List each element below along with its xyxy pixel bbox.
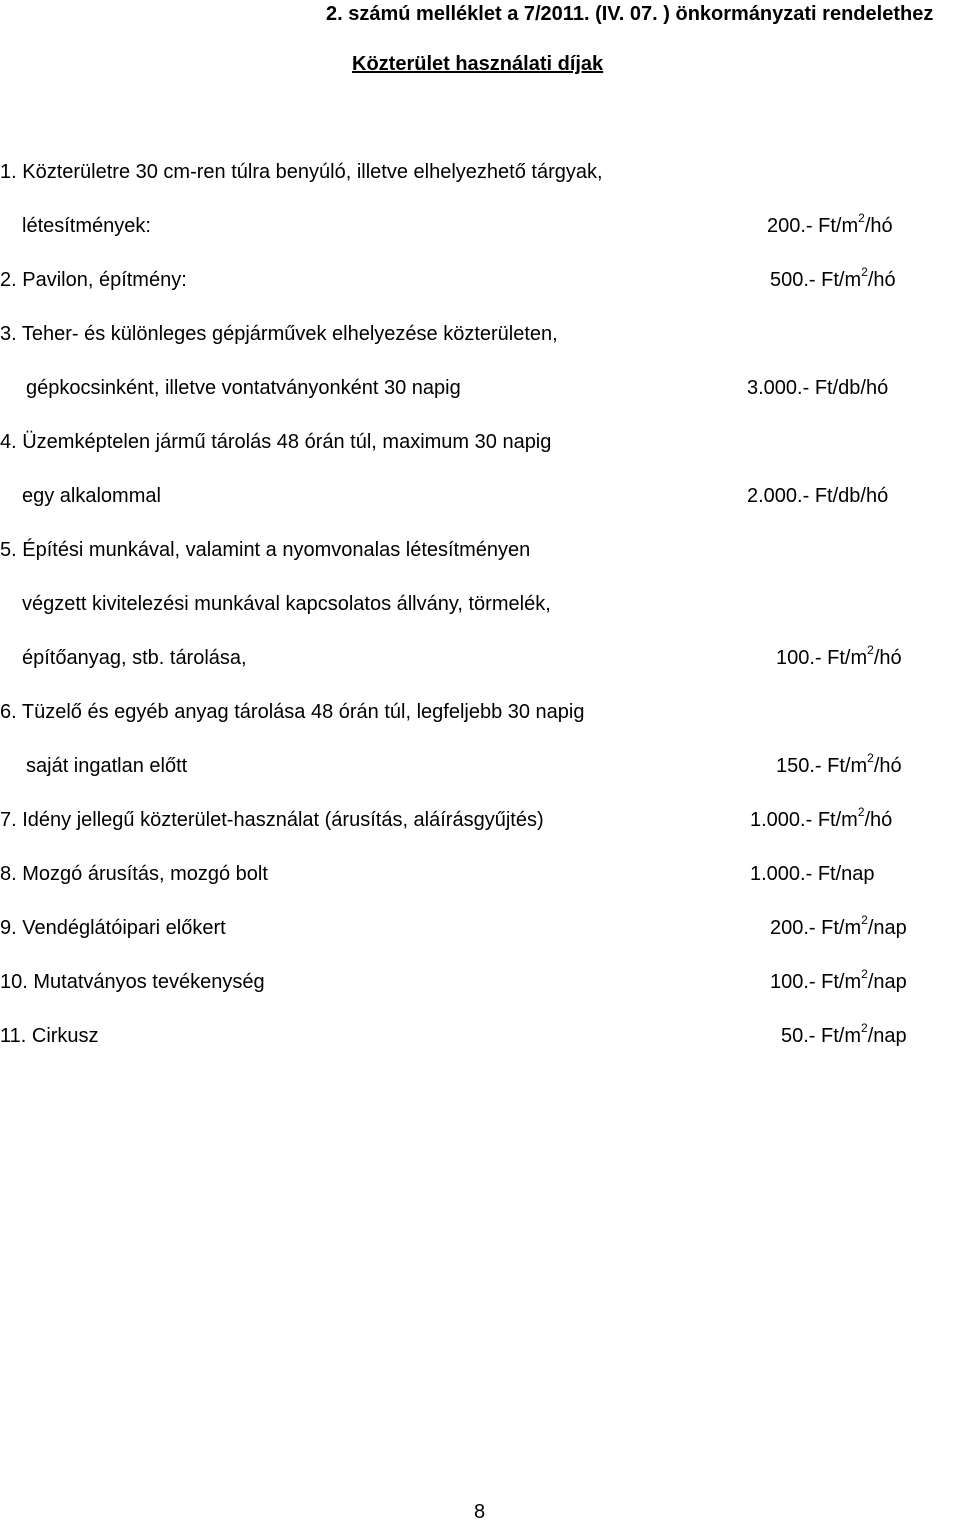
fee-item-3-line-2: gépkocsinként, illetve vontatványonként 30 napig	[26, 377, 461, 399]
fee-item-4-line-1: 4. Üzemképtelen jármű tárolás 48 órán túl, maximum 30 napig	[0, 431, 552, 453]
page-number: 8	[474, 1501, 486, 1523]
fee-item-2-price: 500.- $Ft/m^2/hó$	[770, 265, 896, 291]
fee-item-6-line-2: saját ingatlan előtt	[26, 755, 188, 777]
fee-item-1-price: 200.- $Ft/m^2/hó$	[767, 211, 893, 237]
fee-item-3-line-1: 3. Teher- és különleges gépjárművek elhelyezése közterületen,	[0, 323, 558, 345]
fee-item-5-line-3: építőanyag, stb. tárolása,	[22, 647, 247, 669]
fee-item-7-line-1: 7. Idény jellegű közterület-használat (árusítás, aláírásgyűjtés)	[0, 809, 544, 831]
fee-item-10-price: 100.- $Ft/m^2$/nap	[770, 967, 907, 993]
fee-item-4-line-2: egy alkalommal	[22, 485, 161, 507]
fee-item-5-price: 100.- $Ft/m^2/hó$	[776, 643, 902, 669]
fee-item-9-price: 200.- $Ft/m^2$/nap	[770, 913, 907, 939]
fee-item-5-line-2: végzett kivitelezési munkával kapcsolatos állvány, törmelék,	[22, 593, 551, 615]
fee-item-4-price: 2.000.- Ft/db/hó	[747, 485, 889, 507]
fee-item-3-price: 3.000.- Ft/db/hó	[747, 377, 889, 399]
page-title: Közterület használati díjak	[352, 53, 604, 75]
fee-item-1-line-2: létesítmények:	[22, 215, 151, 237]
fee-item-11-line-1: 11. Cirkusz	[0, 1025, 99, 1047]
fee-item-10-line-1: 10. Mutatványos tevékenység	[0, 971, 265, 993]
fee-item-9-line-1: 9. Vendéglátóipari előkert	[0, 917, 226, 939]
fee-item-2-line-1: 2. Pavilon, építmény:	[0, 269, 187, 291]
fee-item-6-price: 150.- $Ft/m^2/hó$	[776, 751, 902, 777]
fee-item-8-line-1: 8. Mozgó árusítás, mozgó bolt	[0, 863, 268, 885]
annex-reference: 2. számú melléklet a 7/2011. (IV. 07. ) önkormányzati rendelethez	[326, 3, 934, 25]
fee-item-8-price: 1.000.- Ft/nap	[750, 863, 875, 885]
fee-item-1-line-1: 1. Közterületre 30 cm-ren túlra benyúló, illetve elhelyezhető tárgyak,	[0, 161, 603, 183]
fee-item-5-line-1: 5. Építési munkával, valamint a nyomvonalas létesítményen	[0, 539, 531, 561]
fee-item-11-price: 50.- $Ft/m^2$/nap	[781, 1021, 907, 1047]
fee-item-6-line-1: 6. Tüzelő és egyéb anyag tárolása 48 órán túl, legfeljebb 30 napig	[0, 701, 585, 723]
fee-item-7-price: 1.000.- $Ft/m^2/hó$	[750, 805, 893, 831]
